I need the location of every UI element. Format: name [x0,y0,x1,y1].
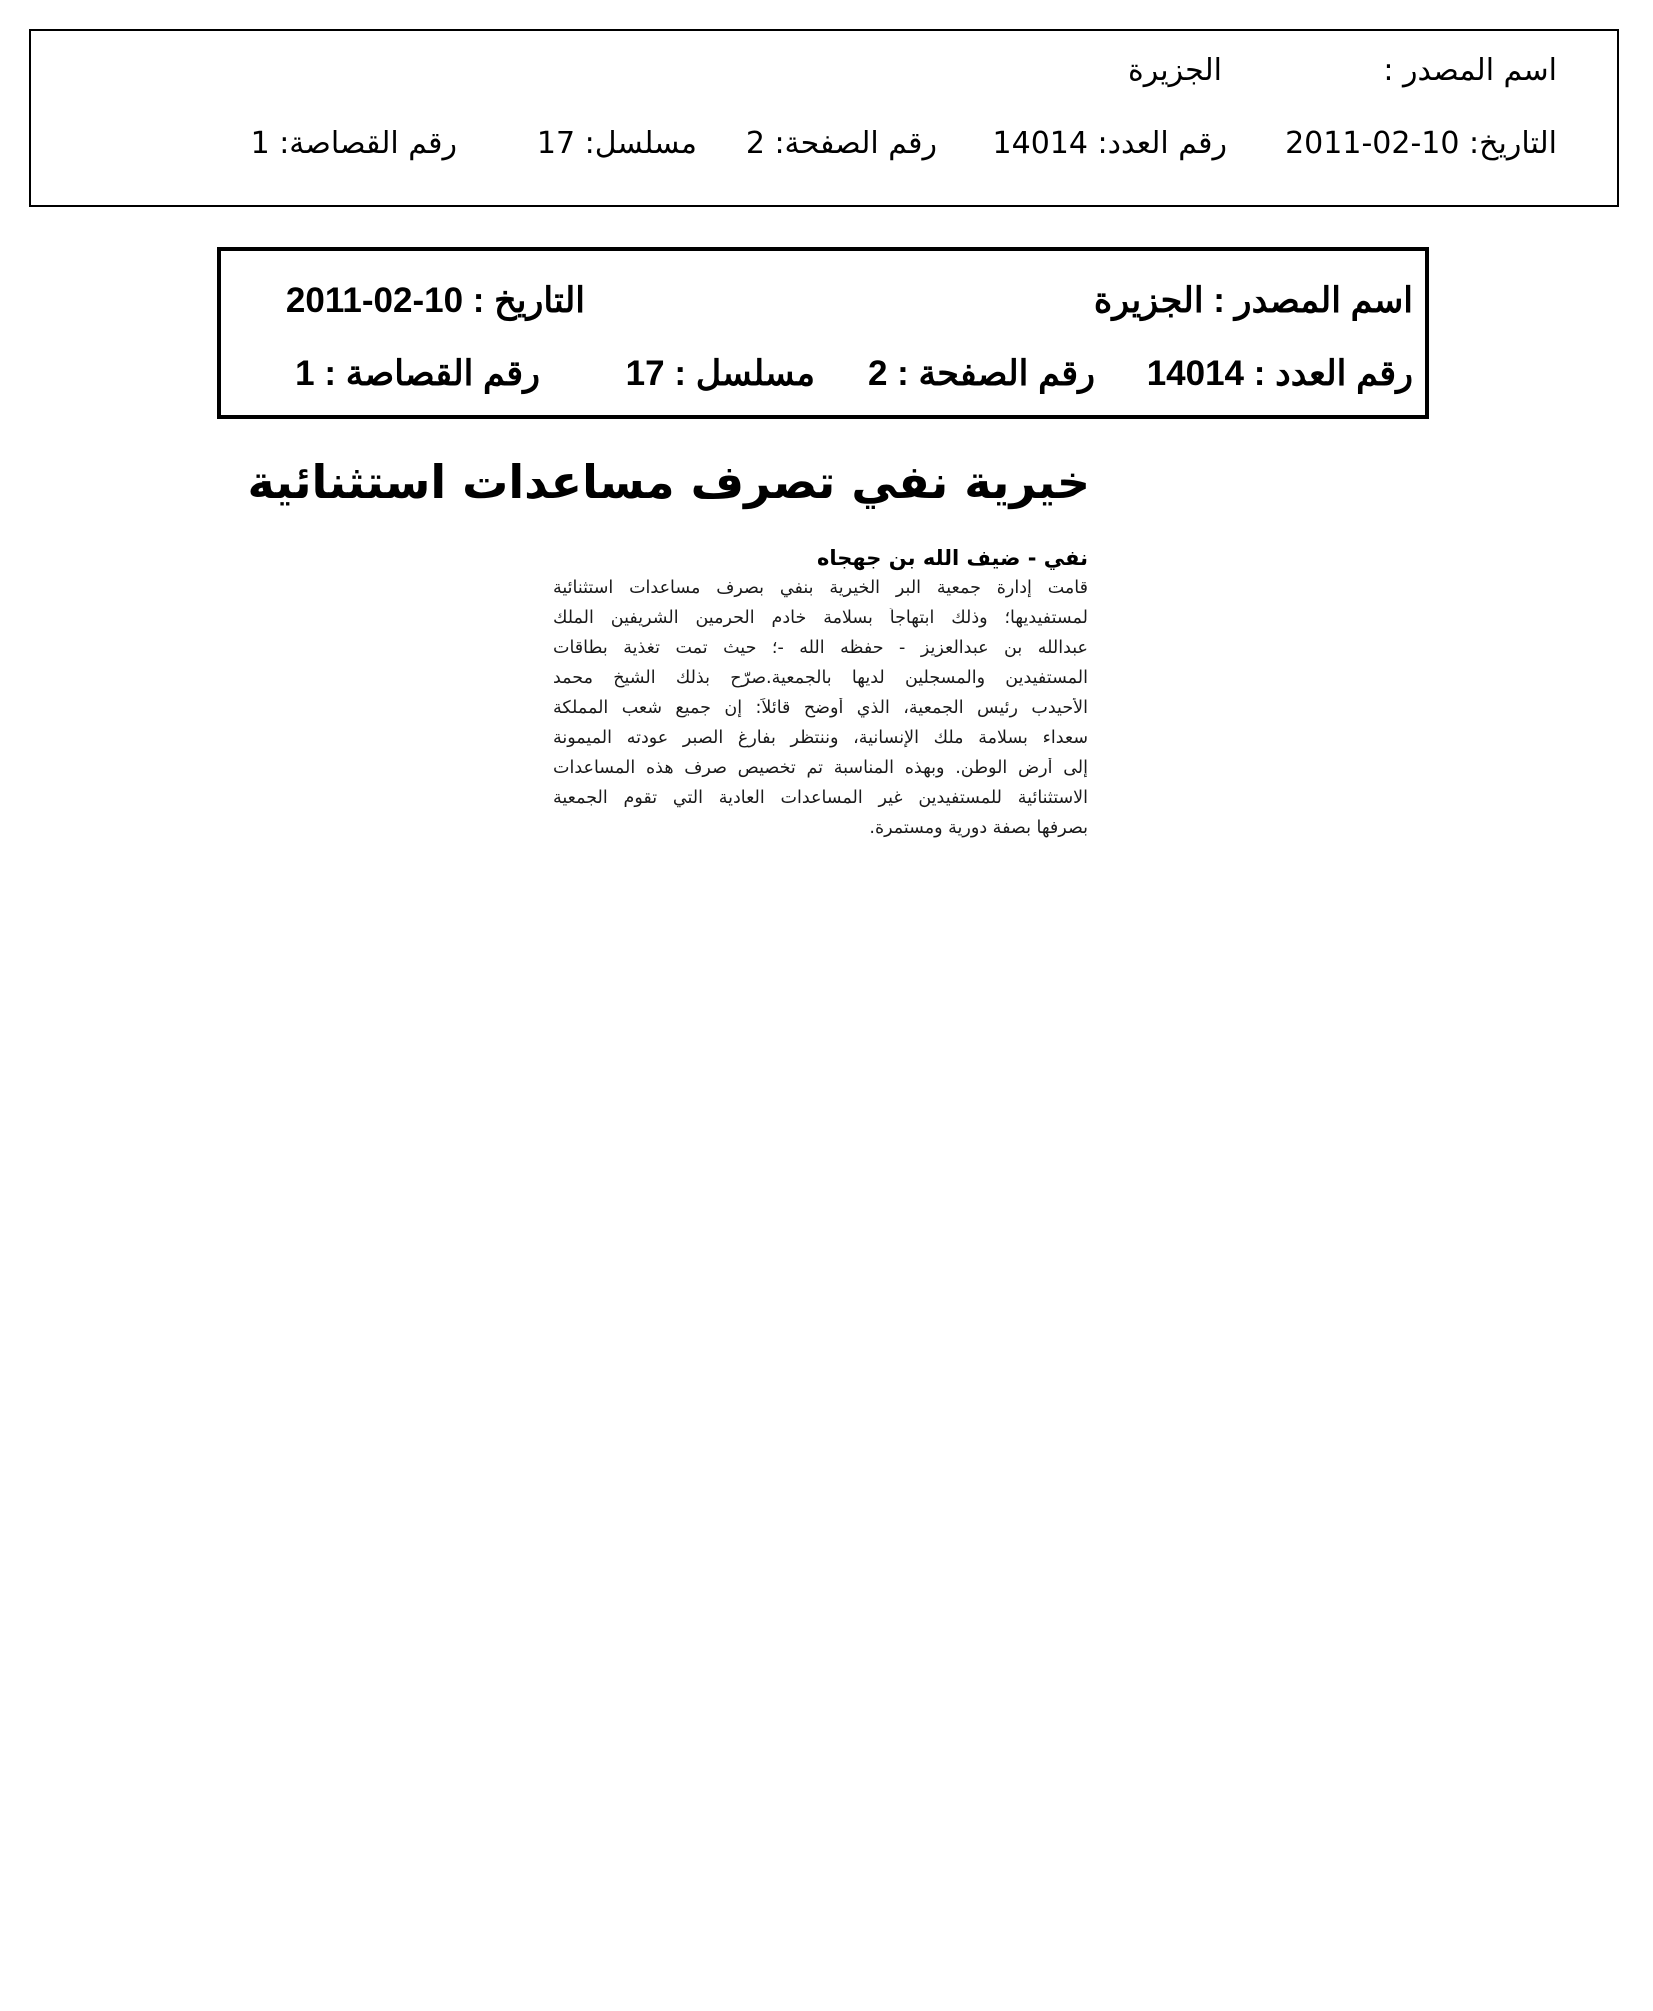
article-line: المستفيدين والمسجلين لديها بالجمعية.صرّح بذلك الشيخ محمد [553,668,1088,688]
article-line: الاستثنائية للمستفيدين غير المساعدات العادية التي تقوم الجمعية [553,788,1088,808]
info-clip: رقم القصاصة : 1 [295,354,540,393]
issue-field: رقم العدد: 14014 [992,126,1227,161]
page-field: رقم الصفحة: 2 [745,126,937,161]
article-line: قامت إدارة جمعية البر الخيرية بنفي بصرف مساعدات استثنائية [553,578,1088,598]
article-byline: نفي - ضيف الله بن جهجاه [817,546,1088,570]
date-field: التاريخ: 10-02-2011 [1285,126,1557,161]
article-line: الأحيدب رئيس الجمعية، الذي أوضح قائلاً: إن جميع شعب المملكة [553,698,1088,718]
clip-field: رقم القصاصة: 1 [250,126,457,161]
info-page: رقم الصفحة : 2 [867,354,1095,393]
source-label: اسم المصدر : [1383,53,1557,88]
article-line: عبدالله بن عبدالعزيز - حفظه الله -؛ حيث تمت تغذية بطاقات [553,638,1088,658]
article-line: لمستفيديها؛ وذلك ابتهاجاً بسلامة خادم الحرمين الشريفين الملك [553,608,1088,628]
source-value: الجزيرة [1127,53,1222,88]
article-line: سعداء بسلامة ملك الإنسانية، وننتظر بفارغ الصبر عودته الميمونة [553,728,1088,748]
clip-info-box [217,247,1429,419]
article-line: بصرفها بصفة دورية ومستمرة. [869,818,1088,838]
article-headline: خيرية نفي تصرف مساعدات استثنائية [247,455,1090,509]
serial-field: مسلسل: 17 [536,126,697,161]
info-issue: رقم العدد : 14014 [1146,354,1413,393]
clip-metadata-box [29,29,1619,207]
info-source: اسم المصدر : الجزيرة [1093,281,1413,320]
info-date: التاريخ : 10-02-2011 [285,281,585,320]
article-line: إلى أرض الوطن. وبهذه المناسبة تم تخصيص صرف هذه المساعدات [553,758,1088,778]
info-serial: مسلسل : 17 [625,354,815,393]
